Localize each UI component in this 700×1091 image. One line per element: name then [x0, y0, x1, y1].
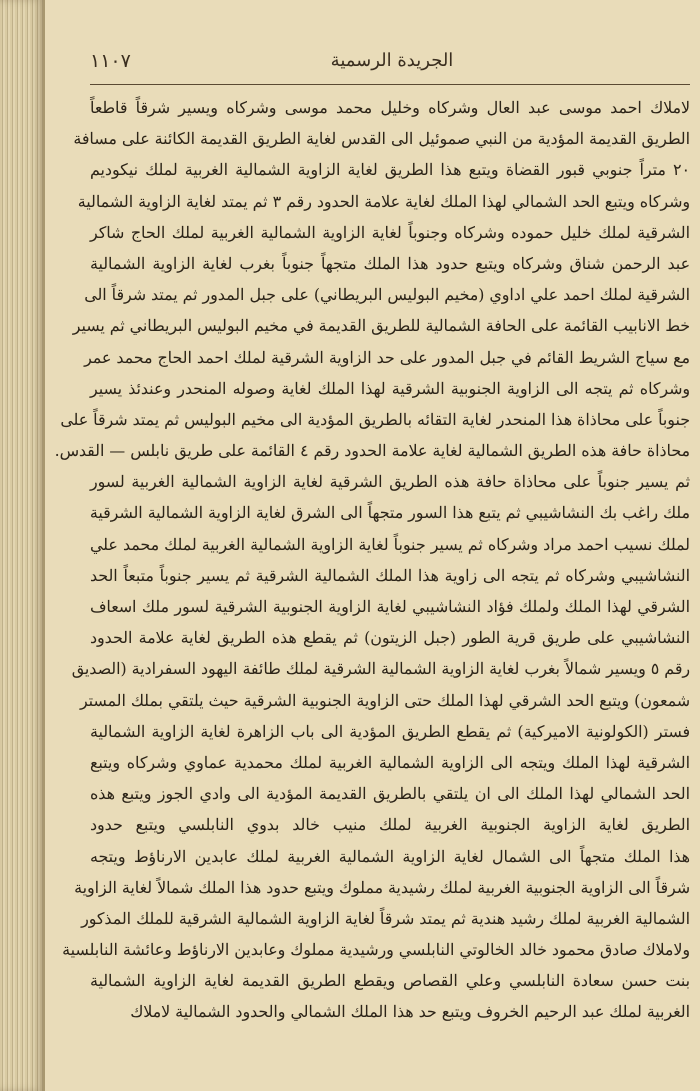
text-line: الشرقية لملك احمد علي اداوي (مخيم البوليس البريطاني) على جبل المدور ثم يمتد شرقاً الى: [84, 285, 690, 305]
book-page-edges: [0, 0, 44, 1091]
text-line: مع سياج الشريط القائم في جبل المدور على حد الزاوية الشرقية لملك احمد الحاج محمد عمر: [84, 347, 690, 367]
header-rule: [90, 84, 690, 85]
text-line: وشركاه ويتبع الحد الشمالي لهذا الملك لغاية علامة الحدود رقم ٣ ثم يمتد لغاية الزاوية الشمالية: [77, 191, 690, 211]
body-text: [54, 92, 690, 1028]
page-header: [62, 40, 692, 80]
text-line: الشرقي لهذا الملك ولملك فؤاد النشاشيبي لغاية الزاوية الجنوبية الشرقية لسور ملك اسعاف: [90, 597, 690, 616]
text-line: الطريق لغاية الزاوية الجنوبية الغربية لملك منيب خالد بدوي النابلسي ويتبع حدود: [90, 815, 690, 835]
text-line: هذا الملك متجهاً الى الشمال لغاية الزاوية الشمالية الغربية لملك عابدين الارناؤط ويتجه: [90, 846, 690, 866]
text-line: الشرقية لملك خليل حموده وشركاه وجنوباً لغاية الزاوية الشمالية الغربية لملك الحاج شاكر: [90, 222, 690, 242]
text-line: الغربية لملك عبد الرحيم الخروف ويتبع حد هذا الملك الشمالي والحدود الشمالية لاملاك: [130, 1002, 690, 1022]
page-content: [54, 40, 692, 1080]
text-line: فستر (الكولونية الاميركية) ثم يقطع الطريق المؤدية الى باب الزاهرة لغاية الزاوية الشمالية: [90, 721, 690, 741]
text-line: ثم يسير جنوباً على محاذاة حافة هذه الطريق الشرقية لغاية الزاوية الشمالية الغربية لسور: [90, 472, 690, 492]
text-line: الحد الشمالي لهذا الملك الى ان يلتقي بالطريق القديمة المؤدية الى وادي الجوز ويتبع هذه: [90, 784, 690, 804]
text-line: النشاشيبي وشركاه ثم يتجه الى زاوية هذا الملك الشمالية الشرقية ثم يسير جنوباً متبعاً الحد: [90, 565, 690, 585]
text-line: بنت حسن سعادة النابلسي وعلي القصاص ويقطع الطريق القديمة لغاية الزاوية الشمالية: [90, 971, 690, 991]
text-line: ولاملاك صادق محمود خالد الخالوتي النابلسي ورشيدية مملوك وعابدين الارناؤط وعائشة النابلسية: [62, 940, 690, 960]
text-line: وشركاه ثم يتجه الى الزاوية الجنوبية الشرقية لهذا الملك لغاية وصوله المنحدر وعندئذ يسير: [90, 378, 690, 398]
text-line: محاذاة حافة هذه الطريق الشمالية لغاية علامة الحدود رقم ٤ القائمة على طريق نابلس — القدس.: [54, 441, 690, 461]
text-line: رقم ٥ ويسير شمالاً بغرب لغاية الزاوية الشمالية الشرقية لملك طائفة اليهود السفرادية (الصديق: [71, 659, 690, 679]
text-line: الشرقية لهذا الملك ويتجه الى الزاوية الشمالية الغربية لملك محمدية عماوي وشركاه ويتبع: [90, 752, 690, 772]
text-line: شمعون) ويتبع الحد الشرقي لهذا الملك حتى الزاوية الجنوبية الشرقية حيث يلتقي بملك المستر: [79, 690, 690, 710]
text-line: الشمالية الغربية لملك رشيد هندية ثم يمتد شرقاً لغاية الزاوية الشمالية الشرقية للملك المذكور: [81, 908, 690, 928]
text-line: ٢٠ متراً جنوبي قبور القضاة ويتبع هذا الطريق لغاية الزاوية الشمالية الغربية لملك نيكوديم: [90, 160, 690, 180]
page-number: ١١٠٧: [90, 50, 131, 72]
text-line: شرقاً الى الزاوية الجنوبية الغربية لملك رشيدية مملوك ويتبع حدود هذا الملك شمالاً لغاية الزاوية: [74, 877, 690, 897]
text-line: لملك نسيب احمد مراد وشركاه ثم يسير جنوباً لغاية الزاوية الشمالية الغربية لملك محمد علي: [90, 534, 690, 554]
text-line: لاملاك احمد موسى عبد العال وشركاه وخليل محمد موسى وشركاه ويسير شرقاً قاطعاً: [90, 98, 690, 117]
text-line: ملك راغب بك النشاشيبي ثم يتبع هذا السور متجهاً الى الشرق لغاية الزاوية الشمالية الشرقية: [89, 503, 690, 523]
running-title: الجريدة الرسمية: [330, 50, 454, 71]
text-line: الطريق القديمة المؤدية من النبي صموئيل الى القدس لغاية الطريق القديمة الكائنة على مسافة: [73, 129, 690, 149]
text-line: عبد الرحمن شناق وشركاه ويتبع حدود هذا الملك متجهاً جنوباً بغرب لغاية الزاوية الشمالية: [90, 253, 690, 273]
text-line: النشاشيبي على طريق قرية الطور (جبل الزيتون) ثم يقطع هذه الطريق لغاية علامة الحدود: [90, 628, 690, 648]
text-line: خط الانابيب القائمة على الحافة الشمالية للطريق القديمة في مخيم البوليس البريطاني ثم يسير: [72, 316, 690, 336]
text-line: جنوباً على محاذاة هذا المنحدر لغاية التقائه بالطريق المؤدية الى مخيم البوليس ثم يمتد شرقاً على: [60, 409, 690, 429]
